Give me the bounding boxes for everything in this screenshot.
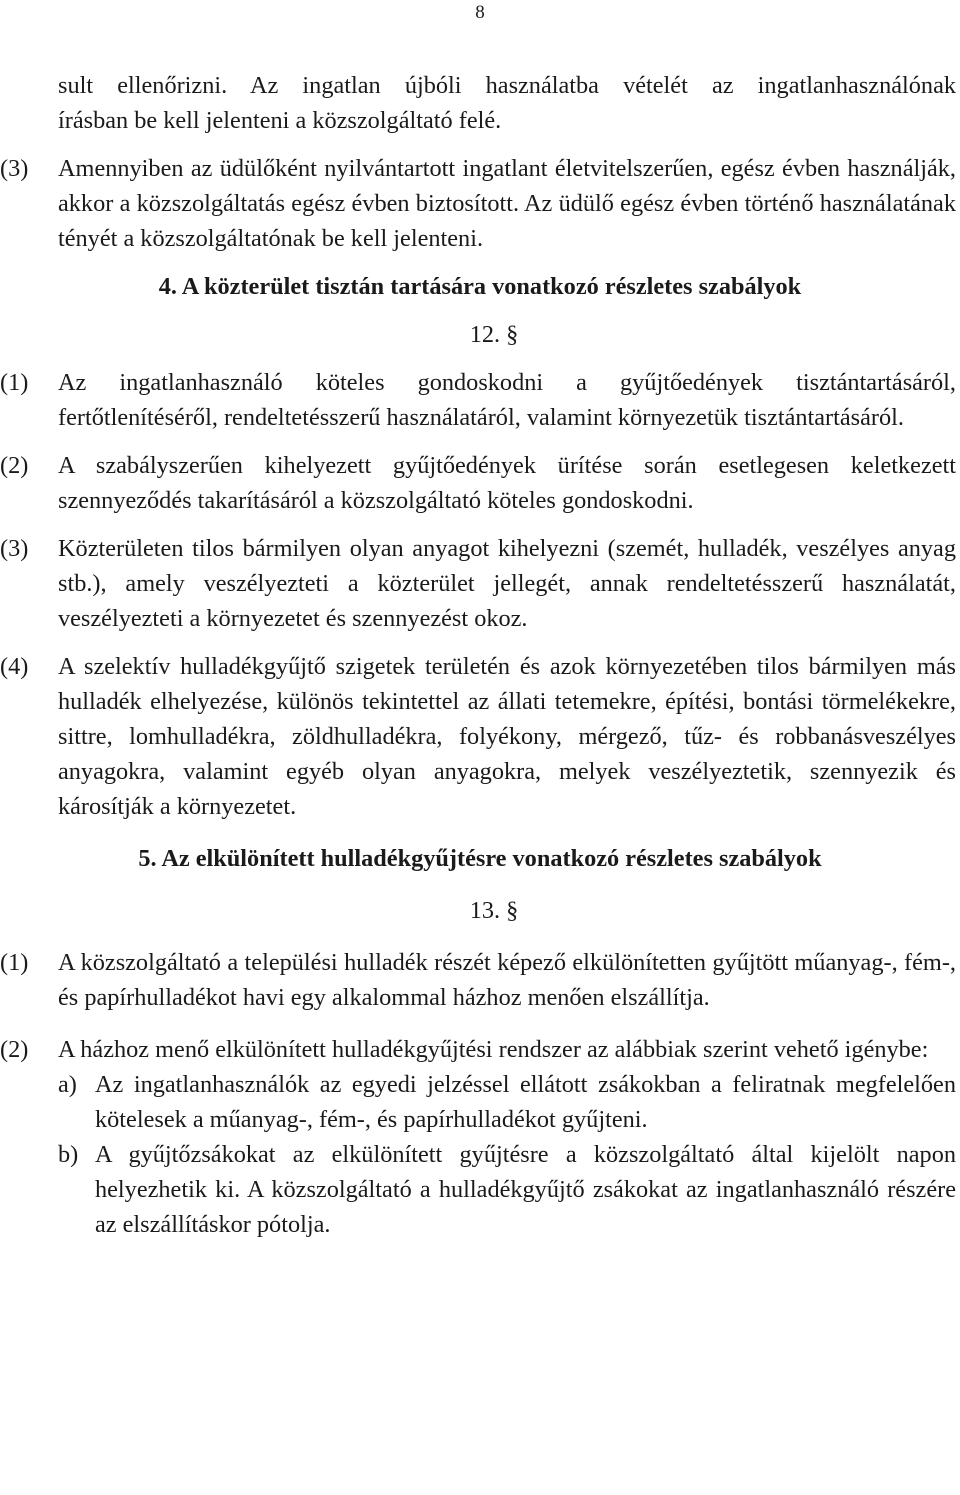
paragraph-text: A közszolgáltató a települési hulladék részét képező elkülönítetten gyűjtött műanyag-, fém-, és papírhulladékot havi egy alkalommal házhoz menően elszállítja. — [58, 949, 956, 1011]
list-item-letter: b) — [58, 1141, 79, 1168]
section-number-13: 13. § — [469, 897, 519, 924]
s12-paragraph-2 — [0, 448, 960, 518]
list-item-text: Az ingatlanhasználók az egyedi jelzéssel ellátott zsákokban a feliratnak megfelelően kötelesek a műanyag-, fém-, és papírhulladékot gyűjteni. — [95, 1071, 956, 1133]
paragraph-text: Az ingatlanhasználó köteles gondoskodni a gyűjtőedények tisztántartásáról, fertőtlenítéséről, rendeltetésszerű használatáról, valamint környezetük tisztántartásáról. — [58, 369, 956, 431]
list-item-text: A gyűjtőzsákokat az elkülönített gyűjtésre a közszolgáltató által kijelölt napon helyezhetik ki. A közszolgáltató a hulladékgyűjtő zsákokat az ingatlanhasználó részére az elszállításkor pótolja. — [95, 1141, 956, 1238]
s13-paragraph-1 — [0, 945, 960, 1015]
paragraph-3 — [0, 151, 960, 256]
paragraph-number: (1) — [0, 949, 29, 976]
paragraph-text: A szabályszerűen kihelyezett gyűjtőedények ürítése során esetlegesen keletkezett szennyeződés takarításáról a közszolgáltató köteles gondoskodni. — [58, 452, 956, 514]
chapter-heading-5: 5. Az elkülönített hulladékgyűjtésre vonatkozó részletes szabályok — [138, 845, 822, 872]
paragraph-text: Közterületen tilos bármilyen olyan anyagot kihelyezni (szemét, hulladék, veszélyes anyag stb.), amely veszélyezteti a közterület jellegét, annak rendeltetésszerű használatát, veszélyezteti a környezetet és szennyezést okoz. — [58, 535, 956, 632]
list-item-a — [0, 1067, 960, 1137]
paragraph-number: (3) — [0, 535, 29, 562]
paragraph-text: A szelektív hulladékgyűjtő szigetek területén és azok környezetében tilos bármilyen más hulladék elhelyezése, különös tekintettel az állati tetemekre, építési, bontási törmelékekre, sittre, lomhulladékra, zöldhulladékra, folyékony, mérgező, tűz- és robbanásveszélyes anyagokra, valamint egyéb olyan anyagokra, melyek veszélyeztetik, szennyezik és károsítják a környezetet. — [58, 653, 956, 820]
list-item-letter: a) — [58, 1071, 77, 1098]
paragraph-number: (3) — [0, 155, 29, 182]
section-number-12: 12. § — [469, 321, 519, 348]
intro-line-1: sult ellenőrizni. Az ingatlan újbóli használatba vételét az ingatlanhasználónak — [58, 72, 956, 99]
s12-paragraph-4 — [0, 649, 960, 824]
page-number: 8 — [475, 2, 485, 23]
intro-line-2: írásban be kell jelenteni a közszolgáltató felé. — [58, 107, 502, 134]
paragraph-text: A házhoz menő elkülönített hulladékgyűjtési rendszer az alábbiak szerint vehető igénybe: — [58, 1036, 929, 1063]
chapter-heading-4: 4. A közterület tisztán tartására vonatkozó részletes szabályok — [158, 273, 802, 300]
s12-paragraph-3 — [0, 531, 960, 636]
paragraph-number: (4) — [0, 653, 29, 680]
paragraph-number: (2) — [0, 452, 29, 479]
paragraph-text: Amennyiben az üdülőként nyilvántartott ingatlant életvitelszerűen, egész évben használják, akkor a közszolgáltatás egész évben biztosított. Az üdülő egész évben történő használatának tényét a közszolgáltatónak be kell jelenteni. — [58, 155, 956, 252]
s12-paragraph-1 — [0, 365, 960, 435]
list-item-b — [0, 1137, 960, 1242]
document-body — [0, 68, 960, 1242]
paragraph-number: (2) — [0, 1036, 29, 1063]
s13-paragraph-2 — [0, 1032, 960, 1067]
intro-paragraph — [0, 68, 960, 138]
paragraph-number: (1) — [0, 369, 29, 396]
